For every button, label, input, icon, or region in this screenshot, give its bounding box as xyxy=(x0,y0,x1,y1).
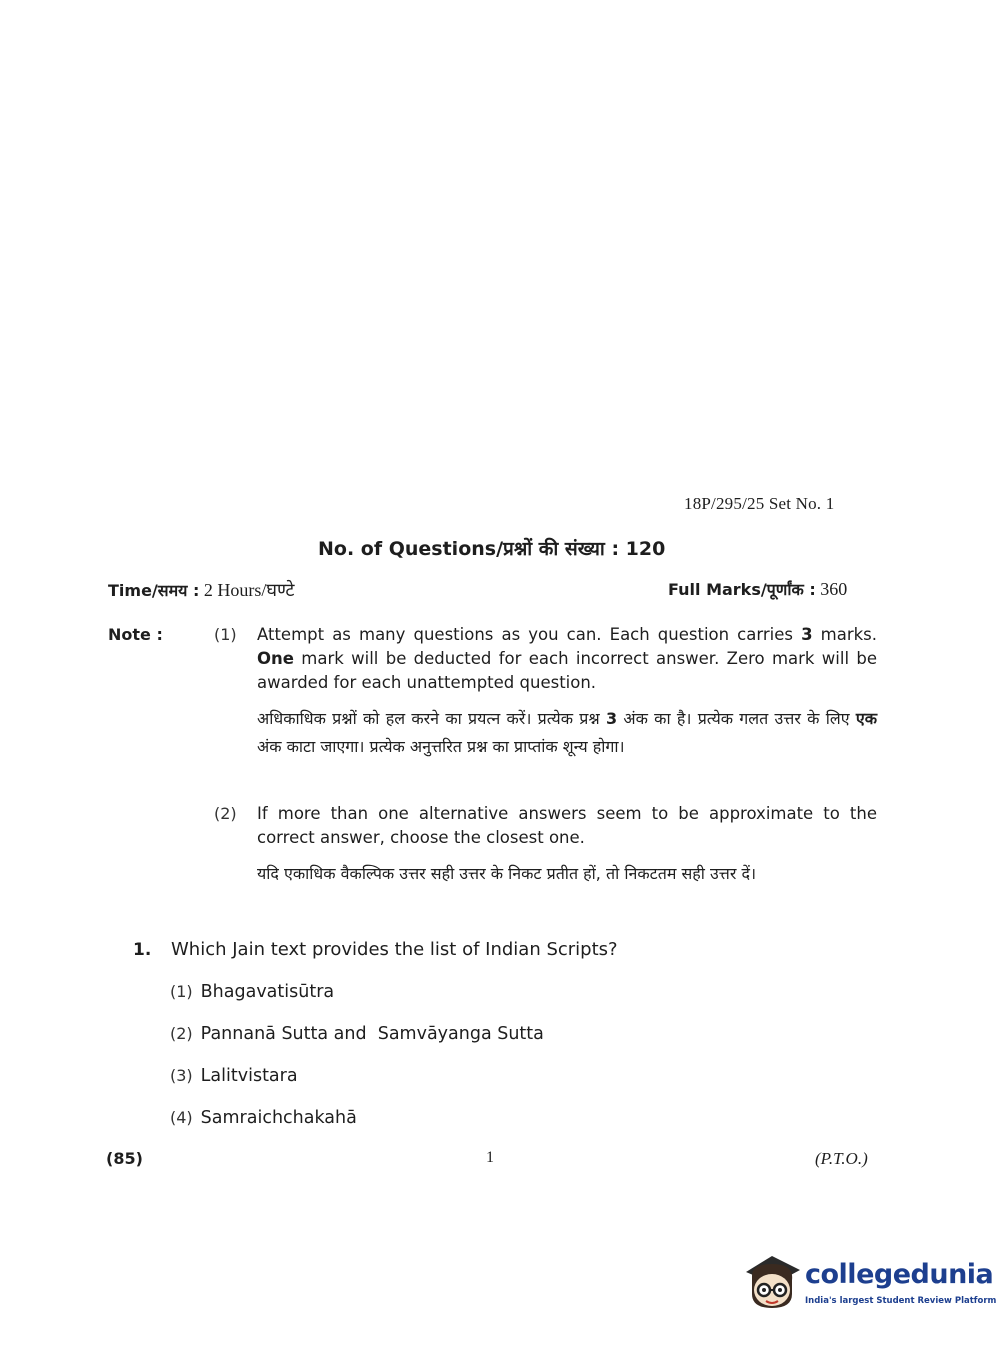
full-marks-info xyxy=(668,578,847,600)
question-number: 1. xyxy=(133,940,152,960)
note-item-number: (1) xyxy=(214,625,237,644)
marks-value: 360 xyxy=(820,579,848,599)
time-label: Time/समय : xyxy=(108,581,200,600)
note-item-english: Attempt as many questions as you can. Each question carries 3 marks. One mark will be deducted for each incorrect answer. Zero mark will be awarded for each unattempted question. xyxy=(257,625,878,692)
note-item-english: If more than one alternative answers seem to be approximate to the correct answer, choose the closest one. xyxy=(257,804,877,847)
set-number: 18P/295/25 Set No. 1 xyxy=(684,494,835,513)
option-1: (1) Bhagavatisūtra xyxy=(170,982,335,1002)
collegedunia-mascot-icon xyxy=(742,1250,804,1312)
paper-code: (85) xyxy=(106,1149,143,1168)
please-turn-over: (P.T.O.) xyxy=(815,1149,868,1168)
note-label: Note : xyxy=(108,625,163,644)
question-count: No. of Questions/प्रश्नों की संख्या : 120 xyxy=(318,538,666,560)
marks-label: Full Marks/पूर्णांक : xyxy=(668,580,816,599)
page-number: 1 xyxy=(486,1149,494,1166)
note-item-hindi: यदि एकाधिक वैकल्पिक उत्तर सही उत्तर के निकट प्रतीत हों, तो निकटतम सही उत्तर दें। xyxy=(257,864,757,883)
time-info xyxy=(108,578,294,602)
watermark-tagline: India's largest Student Review Platform xyxy=(805,1296,997,1306)
note-item-number: (2) xyxy=(214,804,237,823)
watermark-brand: collegedunia xyxy=(805,1259,994,1290)
option-2: (2) Pannanā Sutta and Samvāyanga Sutta xyxy=(170,1024,544,1044)
question-text: Which Jain text provides the list of Indian Scripts? xyxy=(171,939,618,960)
option-3: (3) Lalitvistara xyxy=(170,1066,298,1086)
note-item-hindi: अधिकाधिक प्रश्नों को हल करने का प्रयत्न करें। प्रत्येक प्रश्न 3 अंक का है। प्रत्येक गलत उत्तर के लिए एक अंक काटा जाएगा। प्रत्येक अनुत्तरित प्रश्न का प्राप्तांक शून्य होगा। xyxy=(257,709,877,756)
time-value: 2 Hours/घण्टे xyxy=(203,580,295,600)
option-4: (4) Samraichchakahā xyxy=(170,1108,357,1128)
